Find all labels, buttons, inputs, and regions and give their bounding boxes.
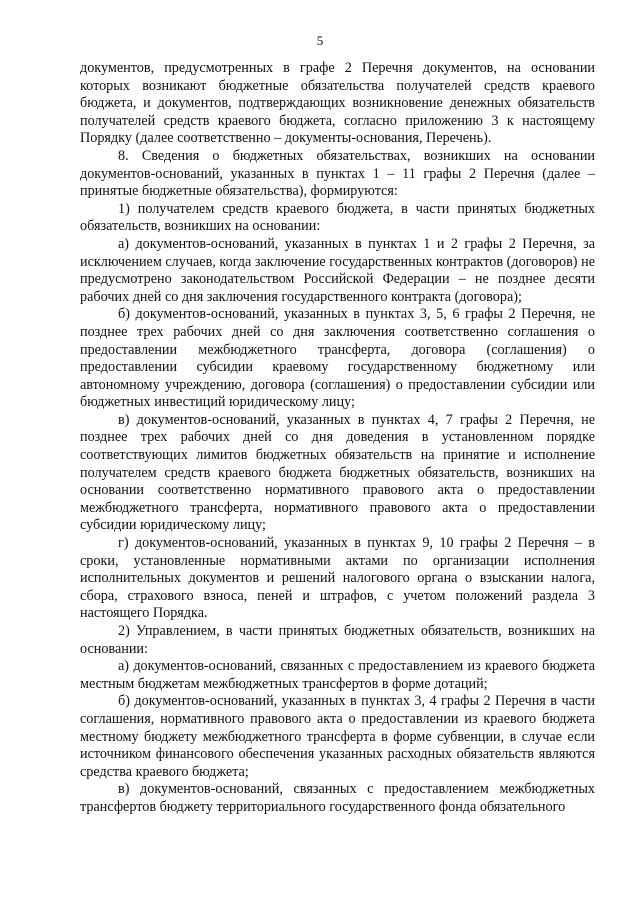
paragraph-subitem-1v: в) документов-оснований, указанных в пунктах 4, 7 графы 2 Перечня, не позднее трех рабочих дней со дня доведения в установленном порядке соответствующих лимитов бюджетных обязательств на принятие и исполнение получателем средств краевого бюджета бюджетных обязательств, возникших на основании соответственно нормативного правового акта о предоставлении межбюджетного трансферта, нормативного правового акта о предоставлении субсидии юридическому лицу; [80, 411, 595, 534]
paragraph-subitem-1a: а) документов-оснований, указанных в пунктах 1 и 2 графы 2 Перечня, за исключением случаев, когда заключение государственных контрактов (договоров) не предусмотрено законодательством Российской Федерации – не позднее десяти рабочих дней со дня заключения государственного контракта (договора); [80, 235, 595, 305]
paragraph-item-8: 8. Сведения о бюджетных обязательствах, возникших на основании документов-оснований, указанных в пунктах 1 – 11 графы 2 Перечня (далее – принятые бюджетные обязательства), формируются: [80, 147, 595, 200]
paragraph-subitem-1b: б) документов-оснований, указанных в пунктах 3, 5, 6 графы 2 Перечня, не позднее трех рабочих дней со дня заключения соответственно соглашения о предоставлении межбюджетного трансферта, договора (соглашения) о предоставлении субсидии краевому государственному бюджетному или автономному учреждению, договора (соглашения) о предоставлении субсидии или бюджетных инвестиций юридическому лицу; [80, 306, 595, 411]
paragraph-subitem-1g: г) документов-оснований, указанных в пунктах 9, 10 графы 2 Перечня – в сроки, установленные нормативными актами по организации исполнения исполнительных документов и решений налогового органа о взыскании налога, сбора, страхового взноса, пеней и штрафов, с учетом положений раздела 3 настоящего Порядка. [80, 535, 595, 622]
page-number: 5 [316, 33, 324, 48]
paragraph-subitem-2b: б) документов-оснований, указанных в пунктах 3, 4 графы 2 Перечня в части соглашения, нормативного правового акта о предоставлении из краевого бюджета местному бюджету межбюджетного трансферта в форме субвенции, в случае если источником финансового обеспечения указанных расходных обязательств являются средства краевого бюджета; [80, 693, 595, 780]
paragraph-subitem-2a: а) документов-оснований, связанных с предоставлением из краевого бюджета местным бюджетам межбюджетных трансфертов в форме дотаций; [80, 658, 595, 692]
paragraph-continued: документов, предусмотренных в графе 2 Перечня документов, на основании которых возникают бюджетные обязательства получателей средств краевого бюджета, и документов, подтверждающих возникновение денежных обязательств получателей средств краевого бюджета, согласно приложению 3 к настоящему Порядку (далее соответственно – документы-основания, Перечень). [80, 60, 595, 147]
paragraph-subitem-2v: в) документов-оснований, связанных с предоставлением межбюджетных трансфертов бюджету территориального государственного фонда обязательного [80, 781, 595, 815]
paragraph-subitem-2: 2) Управлением, в части принятых бюджетных обязательств, возникших на основании: [80, 623, 595, 657]
document-body [80, 60, 595, 817]
paragraph-subitem-1: 1) получателем средств краевого бюджета, в части принятых бюджетных обязательств, возникших на основании: [80, 200, 595, 235]
